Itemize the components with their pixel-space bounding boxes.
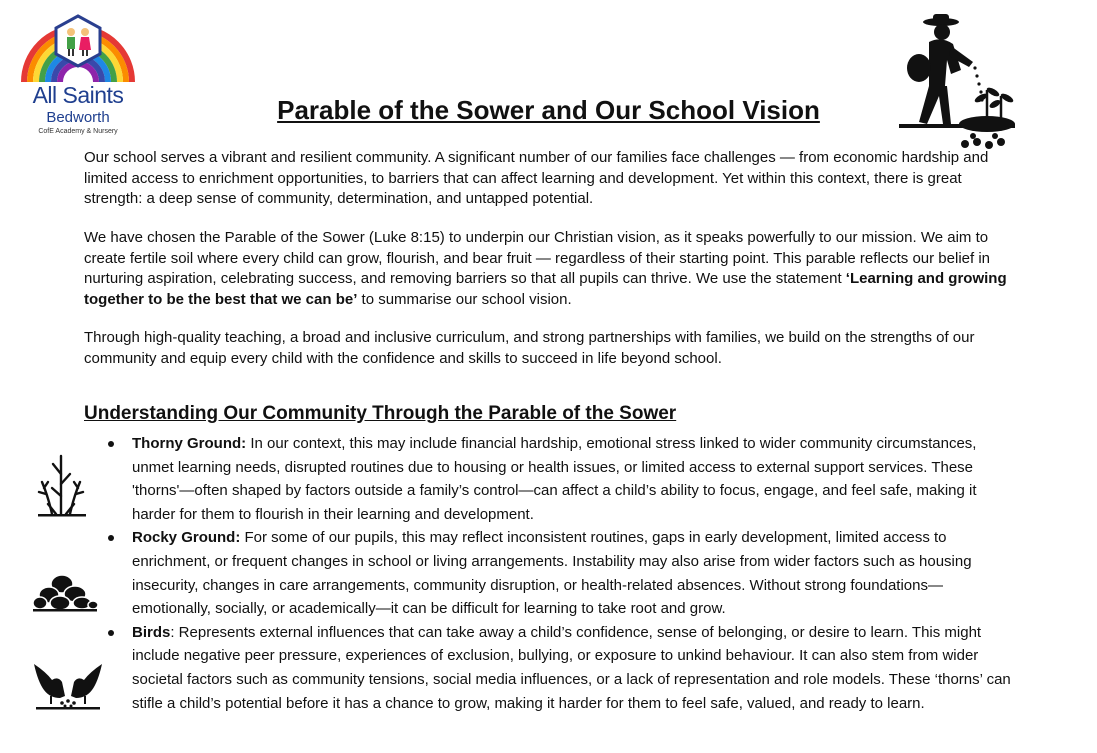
bullet-term: Rocky Ground: <box>132 529 241 547</box>
vision-text-start: We have chosen the Parable of the Sower (Luke 8:15) to underpin our Christian vision, as it speaks powerfully to our mission. We aim to create fertile soil where every child can grow, flourish, and bear fruit — regardless of their starting point. This parable reflects our belief in nurturing aspiration, celebrating success, and removing barriers so that all pupils can thrive. We use the statement <box>84 229 990 287</box>
thorny-bush-icon <box>34 452 88 518</box>
sower-icon <box>895 12 1025 150</box>
bullet-birds <box>84 621 1014 715</box>
bullet-term: Birds <box>132 623 171 641</box>
logo-subtitle: CofE Academy & Nursery <box>38 128 118 135</box>
intro-paragraph-teaching: Through high-quality teaching, a broad and inclusive curriculum, and strong partnerships with families, we build on the strengths of our community and equip every child with the confidence and skills to succeed in life beyond school. <box>84 329 975 367</box>
rainbow-logo-icon <box>12 10 144 90</box>
bullet-text: : Represents external influences that can take away a child’s confidence, sense of belonging, or desire to learn. This might include negative peer pressure, experiences of exclusion, bullying, or exposure to unkind behaviour. It can also stem from wider societal factors such as community tensions, social media influences, or a lack of representation and role models. These ‘thorns’ can stifle a child’s potential before it has a chance to grow, making it harder for them to feel safe, valued, and ready to learn. <box>132 623 1011 712</box>
bullet-text: For some of our pupils, this may reflect inconsistent routines, gaps in early development, limited access to enrichment, or frequent changes in school or living arrangements. Instability may also arise from wider factors such as housing insecurity, changes in care arrangements, community disruption, or health-related absences. Without strong foundations—emotionally, socially, or academically—it can be difficult for learning to take root and grow. <box>132 529 972 618</box>
intro-paragraph-community: Our school serves a vibrant and resilient community. A significant number of our families face challenges — from economic hardship and limited access to enrichment opportunities, to barriers that can affect learning and development. Yet within this context, there is great strength: a deep sense of community, determination, and untapped potential. <box>84 149 989 207</box>
parable-bullet-list <box>84 432 1014 715</box>
intro-paragraph-vision <box>84 228 1009 310</box>
bullet-dot <box>108 535 114 541</box>
page-title: Parable of the Sower and Our School Vision <box>277 95 820 125</box>
bullet-dot <box>108 630 114 636</box>
logo-school-name: All Saints <box>32 82 124 108</box>
bullet-term: Thorny Ground: <box>132 435 247 452</box>
bullet-dot <box>108 441 114 447</box>
vision-statement: ‘Learning and growing together to be the best that we can be’ <box>84 270 1007 308</box>
logo-place-name: Bedworth <box>46 109 110 126</box>
section-heading: Understanding Our Community Through the Parable of the Sower <box>84 403 677 424</box>
vision-text-end: to summarise our school vision. <box>357 290 572 308</box>
bullet-thorny-ground <box>84 432 1014 526</box>
bullet-text: In our context, this may include financial hardship, emotional stress linked to wider community circumstances, unmet learning needs, disrupted routines due to housing or health issues, or limited access to external support services. These 'thorns'—often shaped by factors outside a family’s control—can affect a child’s ability to focus, engage, and feel safe, making it harder for them to flourish in their learning and development. <box>132 435 977 523</box>
bullet-rocky-ground <box>84 526 1014 620</box>
